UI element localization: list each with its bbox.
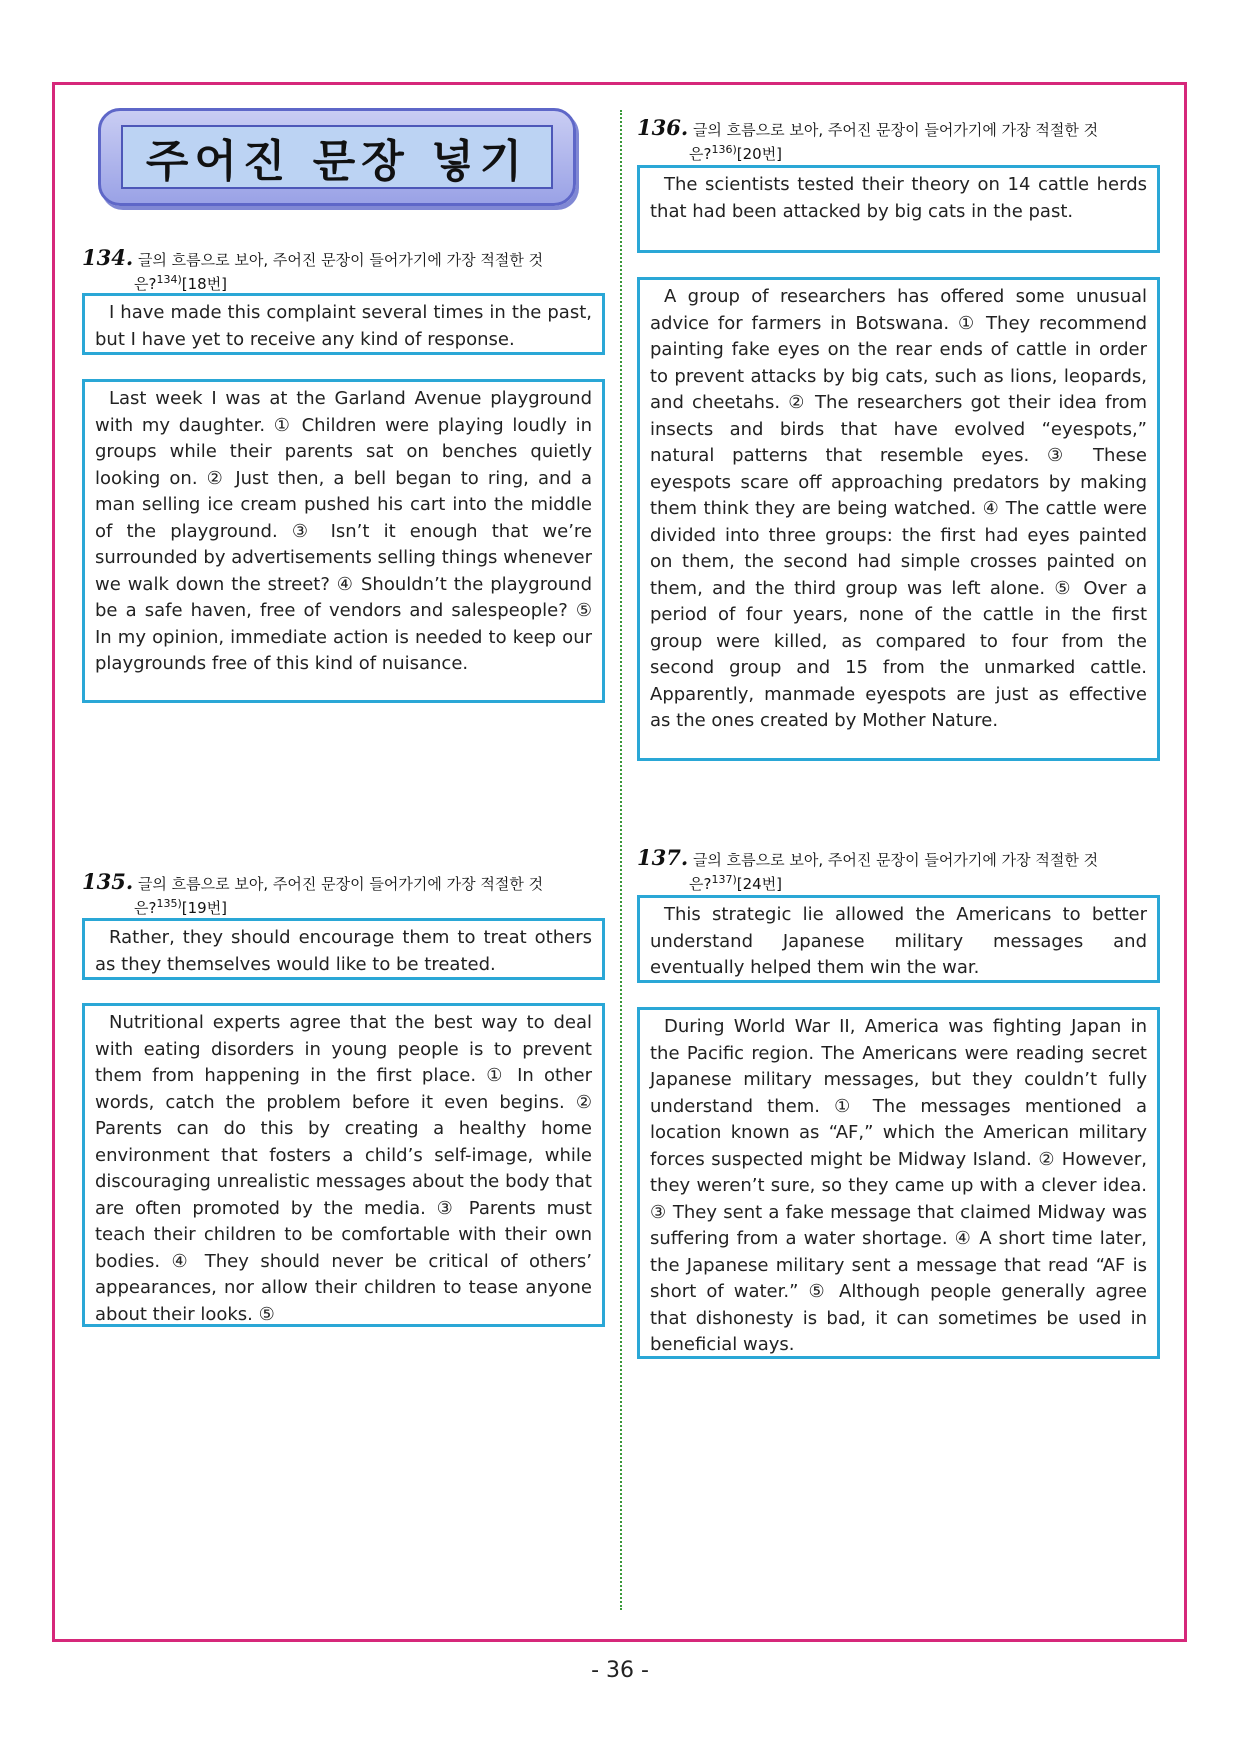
section-title-banner bbox=[98, 108, 576, 206]
question-134-header bbox=[82, 245, 602, 294]
passage-box bbox=[637, 1007, 1160, 1359]
column-divider bbox=[620, 110, 622, 1610]
section-title: 주어진 문장 넣기 bbox=[145, 136, 529, 187]
question-prompt-end: 은? bbox=[689, 145, 712, 163]
passage-text: During World War II, America was fighting Japan in the Pacific region. The Americans were reading secret Japanese military messages, but they couldn’t fully understand them. ① The messages mentioned a location known as “AF,” which the American military forces suspected might be Midway Island. ② However, they weren’t sure, so they came up with a clever idea. ③ They sent a fake message that claimed Midway was suffering from a water shortage. ④ A short time later, the Japanese military sent a message that read “AF is short of water.” ⑤ Although people generally agree that dishonesty is bad, it can sometimes be used in beneficial ways. bbox=[650, 1016, 1147, 1355]
exam-number: [19번] bbox=[181, 899, 228, 917]
passage-box bbox=[82, 379, 605, 703]
question-prompt: 글의 흐름으로 보아, 주어진 문장이 들어가기에 가장 적절한 것 bbox=[692, 851, 1099, 869]
exam-number: [20번] bbox=[736, 145, 783, 163]
passage-box bbox=[637, 277, 1160, 761]
passage-text: A group of researchers has offered some unusual advice for farmers in Botswana. ① They recommend painting fake eyes on the rear ends of cattle in order to prevent attacks by big cats, such as lions, leopards, and cheetahs. ② The researchers got their idea from insects and birds that have evolved “eyespots,” natural patterns that resemble eyes. ③ These eyespots scare off approaching predators by making them think they are being watched. ④ The cattle were divided into three groups: the first had eyes painted on them, the second had simple crosses painted on them, and the third group was left alone. ⑤ Over a period of four years, none of the cattle in the first group were killed, as compared to four from the second group and 15 from the unmarked cattle. Apparently, manmade eyespots are just as effective as the ones created by Mother Nature. bbox=[650, 286, 1147, 731]
question-number: 136. bbox=[637, 115, 689, 140]
question-prompt: 글의 흐름으로 보아, 주어진 문장이 들어가기에 가장 적절한 것 bbox=[137, 251, 544, 269]
footnote-ref: 134) bbox=[156, 273, 182, 286]
given-sentence-box bbox=[82, 918, 605, 980]
question-137-header bbox=[637, 845, 1162, 894]
question-135-header bbox=[82, 869, 602, 918]
question-prompt: 글의 흐름으로 보아, 주어진 문장이 들어가기에 가장 적절한 것 bbox=[692, 121, 1099, 139]
given-sentence-box bbox=[637, 895, 1160, 983]
footnote-ref: 137) bbox=[711, 873, 737, 886]
passage-box bbox=[82, 1003, 605, 1327]
passage-text: Nutritional experts agree that the best way to deal with eating disorders in young people is to prevent them from happening in the first place. ① In other words, catch the problem before it even begins. ② Parents can do this by creating a healthy home environment that fosters a child’s self-image, while discouraging unrealistic messages about the body that are often promoted by the media. ③ Parents must teach their children to be comfortable with their own bodies. ④ They should never be critical of others’ appearances, nor allow their children to tease anyone about their looks. ⑤ bbox=[95, 1012, 592, 1325]
given-sentence-box bbox=[82, 293, 605, 355]
footnote-ref: 135) bbox=[156, 897, 182, 910]
question-136-header bbox=[637, 115, 1162, 164]
section-title-panel bbox=[121, 125, 553, 189]
given-sentence-box bbox=[637, 165, 1160, 253]
exam-number: [18번] bbox=[181, 275, 228, 293]
question-number: 135. bbox=[82, 869, 134, 894]
question-prompt: 글의 흐름으로 보아, 주어진 문장이 들어가기에 가장 적절한 것 bbox=[137, 875, 544, 893]
given-sentence: The scientists tested their theory on 14 cattle herds that had been attacked by big cats in the past. bbox=[650, 174, 1147, 222]
page-number: - 36 - bbox=[591, 1658, 649, 1683]
question-prompt-end: 은? bbox=[134, 899, 157, 917]
passage-text: Last week I was at the Garland Avenue playground with my daughter. ① Children were playing loudly in groups while their parents sat on benches quietly looking on. ② Just then, a bell began to ring, and a man selling ice cream pushed his cart into the middle of the playground. ③ Isn’t it enough that we’re surrounded by advertisements selling things whenever we walk down the street? ④ Shouldn’t the playground be a safe haven, free of vendors and salespeople? ⑤ In my opinion, immediate action is needed to keep our playgrounds free of this kind of nuisance. bbox=[95, 388, 592, 674]
given-sentence: Rather, they should encourage them to treat others as they themselves would like to be treated. bbox=[95, 927, 592, 975]
question-number: 134. bbox=[82, 245, 134, 270]
given-sentence: I have made this complaint several times in the past, but I have yet to receive any kind of response. bbox=[95, 302, 592, 350]
question-prompt-end: 은? bbox=[689, 875, 712, 893]
question-number: 137. bbox=[637, 845, 689, 870]
exam-number: [24번] bbox=[736, 875, 783, 893]
given-sentence: This strategic lie allowed the Americans to better understand Japanese military messages and eventually helped them win the war. bbox=[650, 904, 1147, 978]
question-prompt-end: 은? bbox=[134, 275, 157, 293]
footnote-ref: 136) bbox=[711, 143, 737, 156]
